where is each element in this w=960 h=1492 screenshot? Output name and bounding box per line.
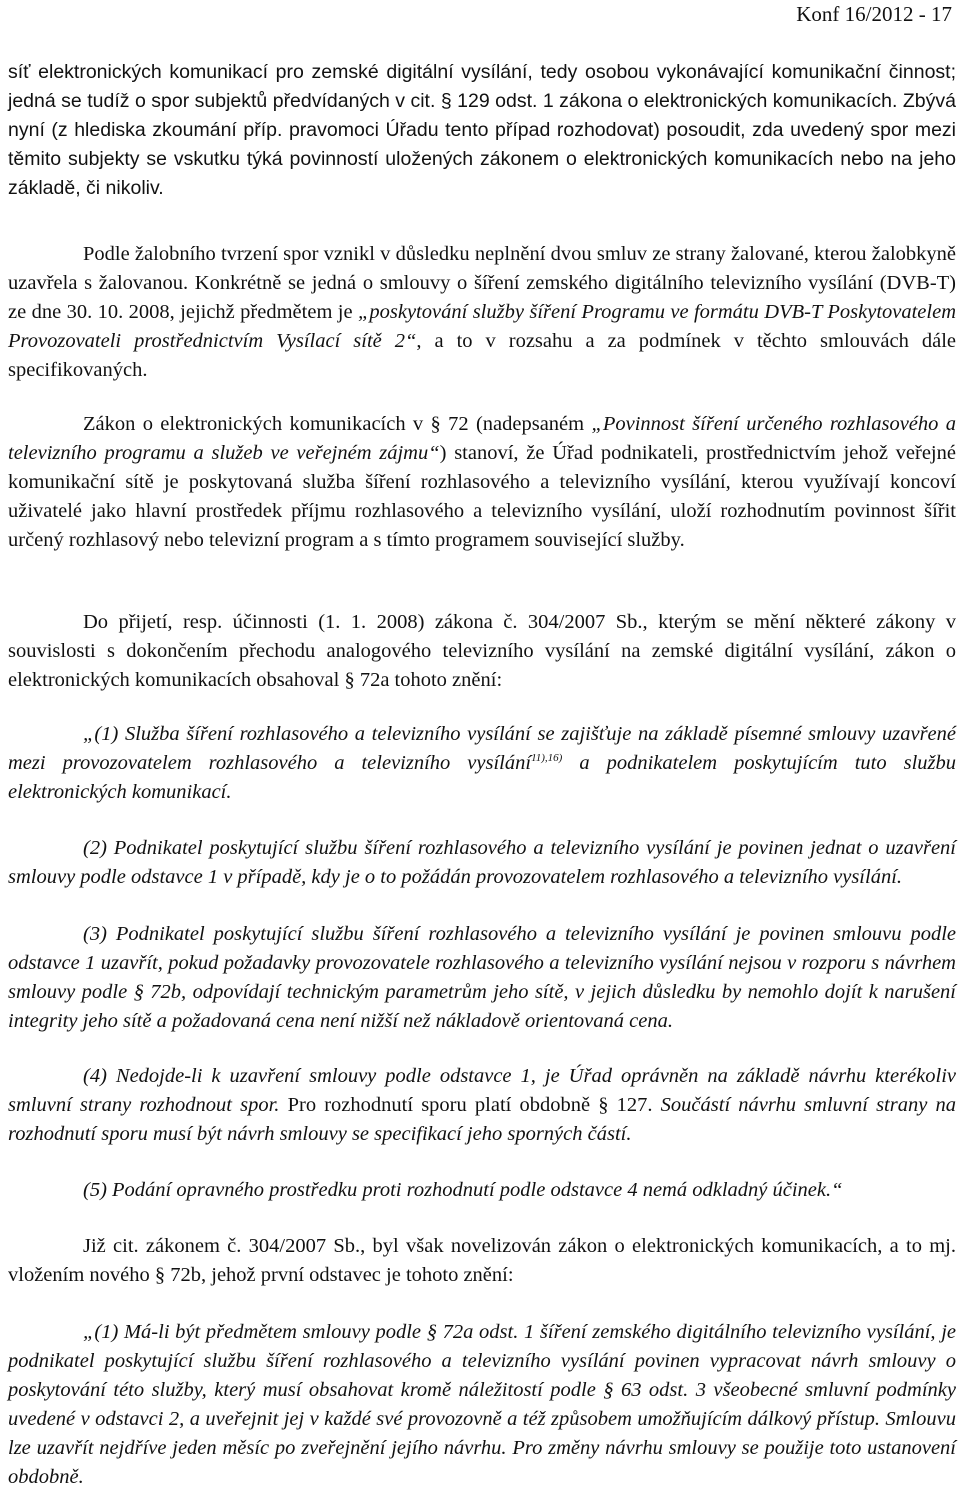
footnote-ref: 11),16) [531, 752, 563, 765]
quote-72a-4-end: Součástí návrhu smluvní strany na rozhodnutí sporu musí být návrh smlouvy se specifikací jeho sporných částí. [8, 1094, 956, 1145]
paragraph-section-72 [8, 410, 956, 555]
quote-72a-4 [8, 1062, 956, 1149]
quote-72a-4-start: (4) Nedojde-li k uzavření smlouvy podle odstavce 1, je Úřad oprávněn na základě návrhu kterékoliv smluvní strany rozhodnout spor. [8, 1065, 956, 1116]
quote-72b-1 [8, 1318, 956, 1492]
paragraph-72b-intro-text: Již cit. zákonem č. 304/2007 Sb., byl však novelizován zákon o elektronických komunikacích, a to mj. vložením nového § 72b, jehož první odstavec je tohoto znění: [8, 1235, 956, 1286]
paragraph-72b-intro [8, 1232, 956, 1290]
section-72-heading: „Povinnost šíření určeného rozhlasového a televizního programu a služeb ve veřejném zájmu“ [8, 413, 956, 464]
quote-72a-1 [8, 720, 956, 807]
quote-72b-1-text: „(1) Má-li být předmětem smlouvy podle § 72a odst. 1 šíření zemského digitálního televizního vysílání, je podnikatel poskytující službu šíření rozhlasového a televizního vysílání povinen vypracovat návrh smlouvy o poskytování této služby, který musí obsahovat kromě náležitostí podle § 63 odst. 3 všeobecné smluvní podmínky uvedené v odstavci 2, a uveřejnit jej v každé své provozovně a též způsobem umožňujícím dálkový přístup. Smlouvu lze uzavřít nejdříve jeden měsíc po zveřejnění jejího návrhu. Pro změny návrhu smlouvy se použije toto ustanovení obdobně. [8, 1321, 956, 1488]
quote-72a-1-text [8, 720, 956, 807]
claim-contract-subject: „poskytování služby šíření Programu ve formátu DVB-T Poskytovatelem Provozovateli prostřednictvím Vysílací sítě 2“ [8, 301, 957, 352]
quote-72a-4-middle: Pro rozhodnutí sporu platí obdobně § 127. [279, 1094, 661, 1116]
section-72-text-end: ) stanoví, že Úřad podnikateli, prostřednictvím jehož veřejné komunikační sítě je poskytovaná služba šíření rozhlasového a televizního vysílání, kterou využívají koncoví uživatelé jako hlavní prostředek příjmu rozhlasového a televizního vysílání, uloží rozhodnutím povinnost šířit určený rozhlasový nebo televizní program a s tímto programem související služby. [8, 442, 956, 551]
quote-72a-2-text: (2) Podnikatel poskytující službu šíření rozhlasového a televizního vysílání je povinen jednat o uzavření smlouvy podle odstavce 1 v případě, kdy je o to požádán provozovatelem rozhlasového a televizního vysílání. [8, 837, 956, 888]
paragraph-amendment-text: Do přijetí, resp. účinnosti (1. 1. 2008) zákona č. 304/2007 Sb., kterým se mění některé zákony v souvislosti s dokončením přechodu analogového televizního vysílání na zemské digitální vysílání, zákon o elektronických komunikacích obsahoval § 72a tohoto znění: [8, 611, 956, 691]
running-header: Konf 16/2012 - 17 [796, 2, 952, 26]
paragraph-amendment [8, 608, 956, 695]
paragraph-claim [8, 240, 956, 385]
section-72-text-start: Zákon o elektronických komunikacích v § 72 (nadepsaném [83, 413, 592, 435]
paragraph-intro-text: síť elektronických komunikací pro zemské digitální vysílání, tedy osobou vykonávající komunikační činnost; jedná se tudíž o spor subjektů předvídaných v cit. § 129 odst. 1 zákona o elektronických komunikacích. Zbývá nyní (z hlediska zkoumání příp. pravomoci Úřadu tento případ rozhodovat) posoudit, zda uvedený spor mezi těmito subjekty se vskutku týká povinností uložených zákonem o elektronických komunikacích nebo na jeho základě, či nikoliv. [8, 61, 956, 199]
quote-72a-2 [8, 834, 956, 892]
claim-text-end: , a to v rozsahu a za podmínek v těchto smlouvách dále specifikovaných. [8, 330, 956, 381]
quote-72a-4-text [8, 1062, 956, 1149]
paragraph-claim-text [8, 240, 956, 385]
paragraph-section-72-text [8, 410, 956, 555]
quote-72a-1-start: „(1) Služba šíření rozhlasového a televizního vysílání se zajišťuje na základě písemné smlouvy uzavřené mezi provozovatelem rozhlasového a televizního vysílání [8, 723, 956, 774]
claim-text-start: Podle žalobního tvrzení spor vznikl v důsledku neplnění dvou smluv ze strany žalované, kterou žalobkyně uzavřela s žalovanou. Konkrétně se jedná o smlouvy o šíření zemského digitálního televizního vysílání (DVB-T) ze dne 30. 10. 2008, jejichž předmětem je [8, 243, 956, 323]
paragraph-intro [8, 58, 956, 203]
quote-72a-3-text: (3) Podnikatel poskytující službu šíření rozhlasového a televizního vysílání je povinen smlouvu podle odstavce 1 uzavřít, pokud požadavky provozovatele rozhlasového a televizního vysílání nejsou v rozporu s návrhem smlouvy podle § 72b, odpovídají technickým parametrům jeho sítě, v jejich důsledku by nemohlo dojít k narušení integrity jeho sítě a požadovaná cena není nižší než nákladově orientovaná cena. [8, 923, 956, 1032]
quote-72a-1-end: a podnikatelem poskytujícím tuto službu elektronických komunikací. [8, 752, 957, 803]
quote-72a-5 [8, 1176, 956, 1205]
quote-72a-5-text: (5) Podání opravného prostředku proti rozhodnutí podle odstavce 4 nemá odkladný účinek.“ [83, 1179, 843, 1201]
quote-72a-3 [8, 920, 956, 1036]
